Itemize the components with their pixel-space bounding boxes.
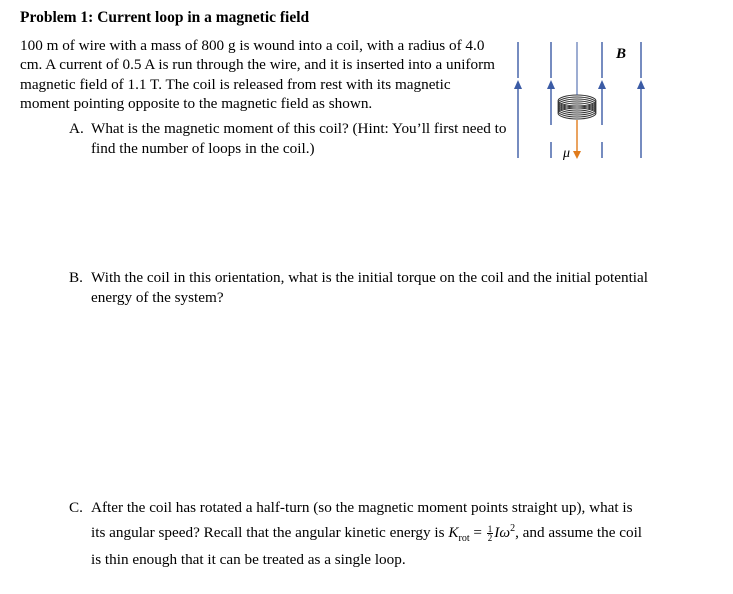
moment-of-inertia-symbol: I — [494, 524, 500, 542]
problem-title: Problem 1: Current loop in a magnetic field — [20, 9, 310, 26]
part-a-text: What is the magnetic moment of this coil? (Hint: You’ll first need to find the number of loops in the coil.) — [91, 120, 507, 157]
part-c-label: C. — [69, 499, 83, 516]
coil — [558, 42, 596, 119]
part-c-text-before: After the coil has rotated a half-turn (so the magnetic moment points straight up), what is its angular speed? Recall that the angular kinetic energy is — [91, 499, 633, 542]
part-c-text-after: , and assume the coil is thin enough that it can be treated as a single loop. — [91, 524, 643, 569]
kinetic-energy-symbol: K — [448, 524, 459, 542]
part-b — [69, 268, 649, 307]
kinetic-energy-subscript: rot — [458, 533, 470, 545]
part-c — [69, 497, 649, 570]
moment-label: μ⃗ — [563, 146, 581, 161]
field-arrowhead-4 — [637, 80, 645, 89]
one-half-fraction — [487, 525, 494, 542]
omega-exponent: 2 — [510, 523, 516, 534]
field-arrowhead-3 — [598, 80, 606, 89]
omega-symbol: ω — [499, 524, 511, 542]
field-label: B⃗ — [616, 46, 638, 62]
part-b-label: B. — [69, 269, 83, 286]
part-c-text — [91, 497, 649, 570]
fraction-denominator: 2 — [487, 533, 493, 544]
field-arrowhead-2 — [547, 80, 555, 89]
field-diagram — [500, 30, 670, 170]
problem-intro: 100 m of wire with a mass of 800 g is wound into a coil, with a radius of 4.0 cm. A current of 0.5 A is run through the wire, and it is inserted into a uniform magnetic field of 1.1 T. The coil is released from rest with its magnetic moment pointing opposite to the magnetic field as shown. — [20, 37, 495, 112]
part-a — [69, 119, 509, 158]
coil-windings — [558, 95, 596, 119]
part-b-text: With the coil in this orientation, what is the initial torque on the coil and the initial potential energy of the system? — [91, 269, 648, 306]
field-arrowhead-1 — [514, 80, 522, 89]
fraction-numerator: 1 — [487, 524, 493, 535]
equals-sign: = — [469, 524, 486, 542]
part-a-label: A. — [69, 120, 84, 137]
